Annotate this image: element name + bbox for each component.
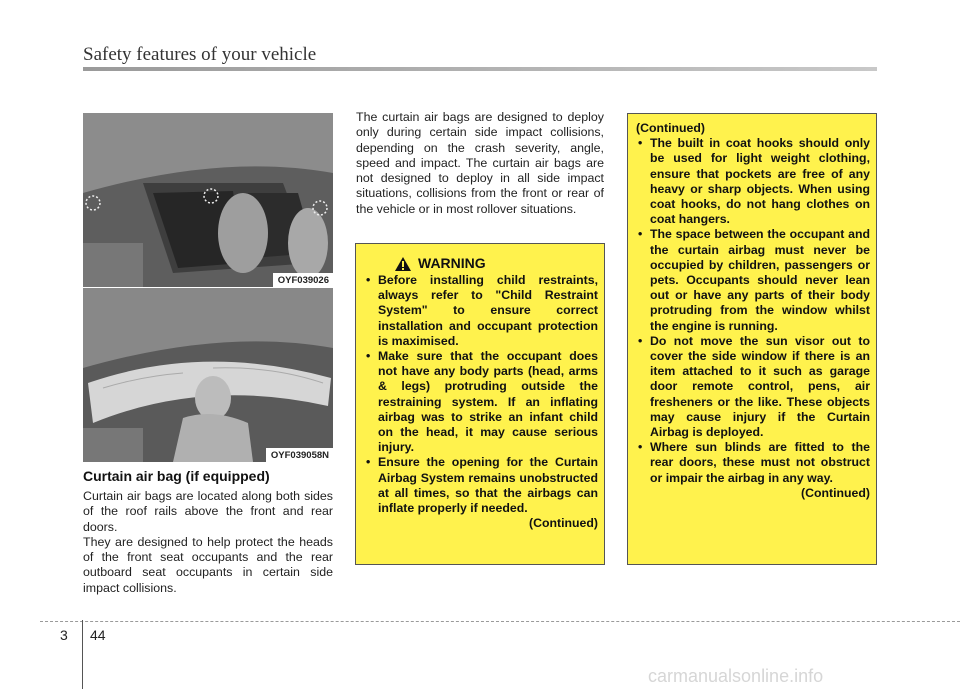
continued-header: (Continued)	[636, 121, 705, 135]
paragraph: They are designed to help protect the heads of the front seat occupants and the rear outboard seat occupants in certain side impact collisions.	[83, 534, 333, 595]
curtain-airbag-deployed-photo	[83, 288, 333, 462]
list-item: • Do not move the sun visor out to cover the side window if there is an item attached to it such as garage door remote control, pens, air fresheners or the like. These objects may cause injury if the Curtain Airbag is deployed.	[636, 334, 870, 440]
continued-label: (Continued)	[801, 485, 870, 500]
warning-header	[394, 256, 598, 272]
warning-triangle-icon	[394, 256, 412, 272]
continued-list	[636, 136, 870, 486]
list-item: • The space between the occupant and the curtain airbag must never be occupied by children, passengers or pets. Occupants should never lean out or have any parts of their body protruding from the window whilst the engine is running.	[636, 227, 870, 333]
warning-list	[364, 273, 598, 516]
warning-box	[355, 243, 605, 565]
chapter-number: 3	[60, 627, 68, 643]
paragraph: Curtain air bags are located along both sides of the roof rails above the front and rear doors.	[83, 489, 333, 534]
curtain-airbag-description	[83, 489, 333, 596]
deployment-description	[356, 110, 604, 217]
section-heading: Curtain air bag (if equipped)	[83, 468, 270, 484]
header-rule	[83, 67, 877, 71]
watermark[interactable]: carmanualsonline.info	[648, 666, 824, 686]
page-number: 44	[90, 627, 106, 643]
curtain-airbag-location-photo	[83, 113, 333, 287]
footer-rule	[40, 621, 960, 622]
paragraph: The curtain air bags are designed to deploy only during certain side impact collisions, depending on the crash severity, angle, speed and impact. The curtain air bags are not designed to deploy in all side impact situations, collisions from the front or rear of the vehicle or in most rollover situations.	[356, 110, 604, 216]
list-item: • The built in coat hooks should only be used for light weight clothing, ensure that pockets are free of any heavy or sharp objects. When using coat hooks, do not hang clothes on coat hangers.	[636, 136, 870, 227]
page-header-title: Safety features of your vehicle	[83, 44, 317, 65]
continued-warning-box	[627, 113, 877, 565]
photo-caption: OYF039058N	[266, 448, 333, 462]
list-item: • Where sun blinds are fitted to the rear doors, these must not obstruct or impair the airbag in any way.	[636, 440, 870, 486]
photo-caption: OYF039026	[273, 273, 333, 287]
footer-divider	[82, 620, 83, 689]
warning-title: WARNING	[418, 255, 486, 272]
list-item: • Make sure that the occupant does not have any body parts (head, arms & legs) protruding outside the restraining system. If an inflating airbag was to strike an infant child on the head, it may cause serious injury.	[364, 349, 598, 455]
list-item: • Ensure the opening for the Curtain Airbag System remains unobstructed at all times, so that the airbags can inflate properly if needed.	[364, 455, 598, 516]
continued-label: (Continued)	[529, 516, 598, 531]
list-item: • Before installing child restraints, always refer to "Child Restraint System" to ensure correct installation and occupant protection is maximised.	[364, 273, 598, 349]
